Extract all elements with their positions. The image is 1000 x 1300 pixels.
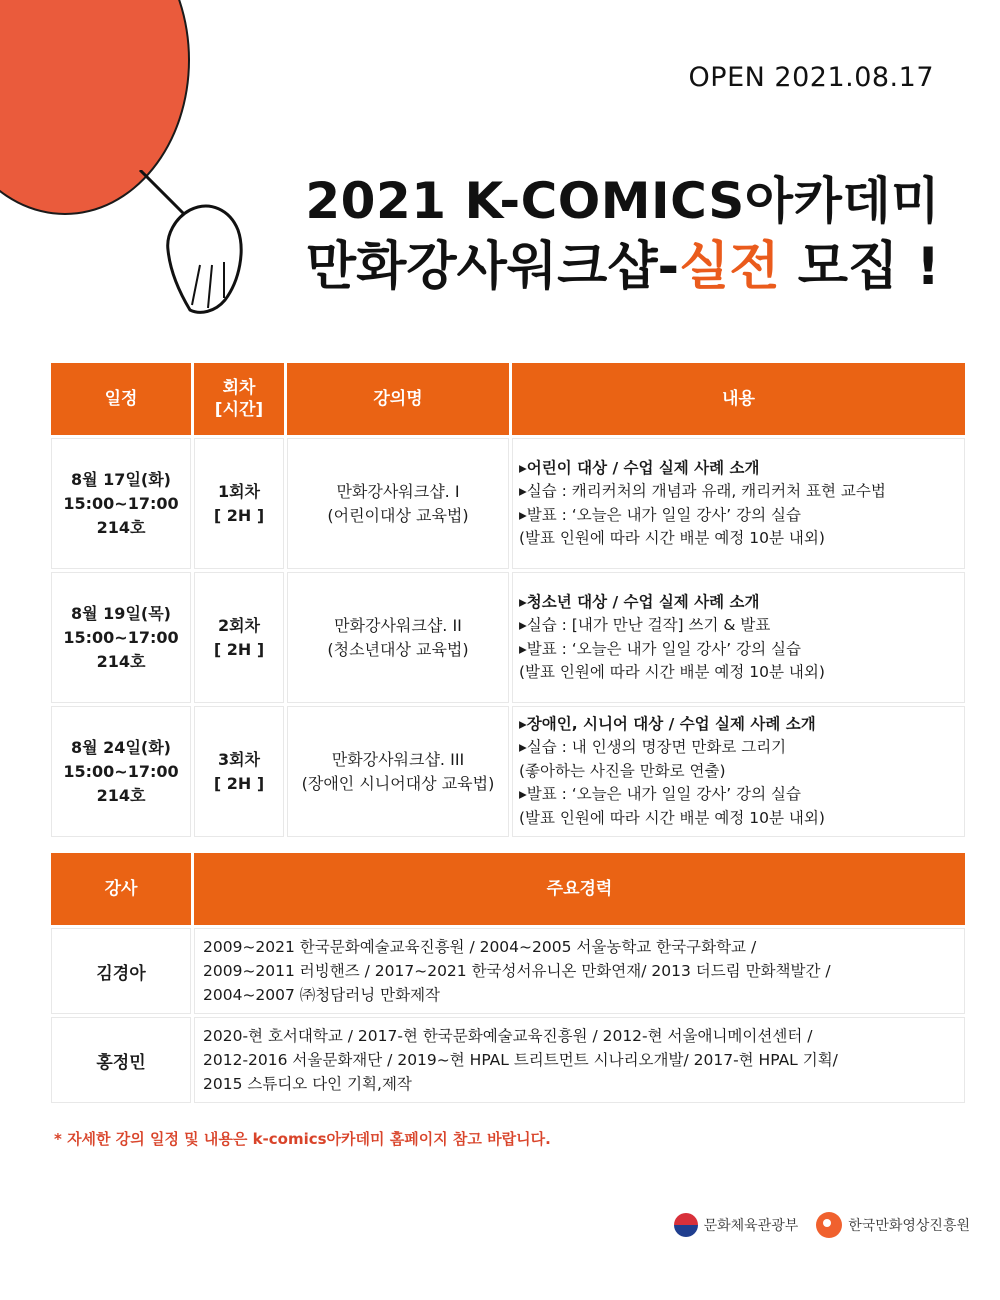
session-date: 8월 24일(화) 15:00~17:00 214호 [51,706,191,837]
table-row [51,1017,965,1103]
session-round: 1회차 [ 2H ] [194,438,284,569]
instructor-career: 2020-현 호서대학교 / 2017-현 한국문화예술교육진흥원 / 2012-현 서울애니메이션센터 / 2012-2016 서울문화재단 / 2019~현 HPAL 트리트먼트 시나리오개발/ 2017-현 HPAL 기획/ 2015 스튜디오 다인 기획,제작 [194,1017,965,1103]
kcomics-logo [816,1212,970,1238]
ministry-name: 문화체육관광부 [703,1218,799,1234]
session-round: 2회차 [ 2H ] [194,572,284,703]
title-line-1: 2021 K-COMICS아카데미 [305,172,940,230]
instructor-career: 2009~2021 한국문화예술교육진흥원 / 2004~2005 서울농학교 한국구화학교 / 2009~2011 러빙핸즈 / 2017~2021 한국성서유니온 만화연재/ 2013 더드림 만화책발간 / 2004~2007 ㈜청담러닝 만화제작 [194,928,965,1014]
session-lecture: 만화강사워크샵. II (청소년대상 교육법) [287,572,509,703]
open-date: OPEN 2021.08.17 [688,62,934,93]
header-content: 내용 [512,363,965,435]
session-date: 8월 17일(화) 15:00~17:00 214호 [51,438,191,569]
header-date: 일정 [51,363,191,435]
table-row [51,706,965,837]
session-content: ▸어린이 대상 / 수업 실제 사례 소개 ▸실습 : 캐리커처의 개념과 유래, 캐리커처 표현 교수법 ▸발표 : ‘오늘은 내가 일일 강사’ 강의 실습 (발표 인원에 따라 시간 배분 예정 10분 내외) [512,438,965,569]
header-career: 주요경력 [194,853,965,925]
kcomics-name: 한국만화영상진흥원 [848,1218,970,1234]
schedule-table [48,360,968,840]
session-content: ▸청소년 대상 / 수업 실제 사례 소개 ▸실습 : [내가 만난 걸작] 쓰기 & 발표 ▸발표 : ‘오늘은 내가 일일 강사’ 강의 실습 (발표 인원에 따라 시간 배분 예정 10분 내외) [512,572,965,703]
cartoon-hand-icon [130,170,250,320]
instructor-header-row [51,853,965,925]
schedule-header-row [51,363,965,435]
ministry-logo [674,1213,799,1237]
instructor-table [48,850,968,1106]
page-title [305,168,940,300]
header-round: 회차 [시간] [194,363,284,435]
taegeuk-icon [674,1213,698,1237]
table-row [51,438,965,569]
kcomics-logo-icon [816,1212,842,1238]
session-date: 8월 19일(목) 15:00~17:00 214호 [51,572,191,703]
sponsor-logos [674,1212,970,1238]
instructor-name: 김경아 [51,928,191,1014]
instructor-name: 홍정민 [51,1017,191,1103]
title-accent: 실전 [679,237,780,297]
session-lecture: 만화강사워크샵. I (어린이대상 교육법) [287,438,509,569]
session-round: 3회차 [ 2H ] [194,706,284,837]
header-instructor: 강사 [51,853,191,925]
table-row [51,928,965,1014]
table-row [51,572,965,703]
title-line-2: 만화강사워크샵-실전 모집 ! [305,237,940,297]
session-lecture: 만화강사워크샵. III (장애인 시니어대상 교육법) [287,706,509,837]
session-content: ▸장애인, 시니어 대상 / 수업 실제 사례 소개 ▸실습 : 내 인생의 명장면 만화로 그리기 (좋아하는 사진을 만화로 연출) ▸발표 : ‘오늘은 내가 일일 강사’ 강의 실습 (발표 인원에 따라 시간 배분 예정 10분 내외) [512,706,965,837]
header-lecture: 강의명 [287,363,509,435]
footnote: * 자세한 강의 일정 및 내용은 k-comics아카데미 홈페이지 참고 바랍니다. [54,1130,551,1148]
